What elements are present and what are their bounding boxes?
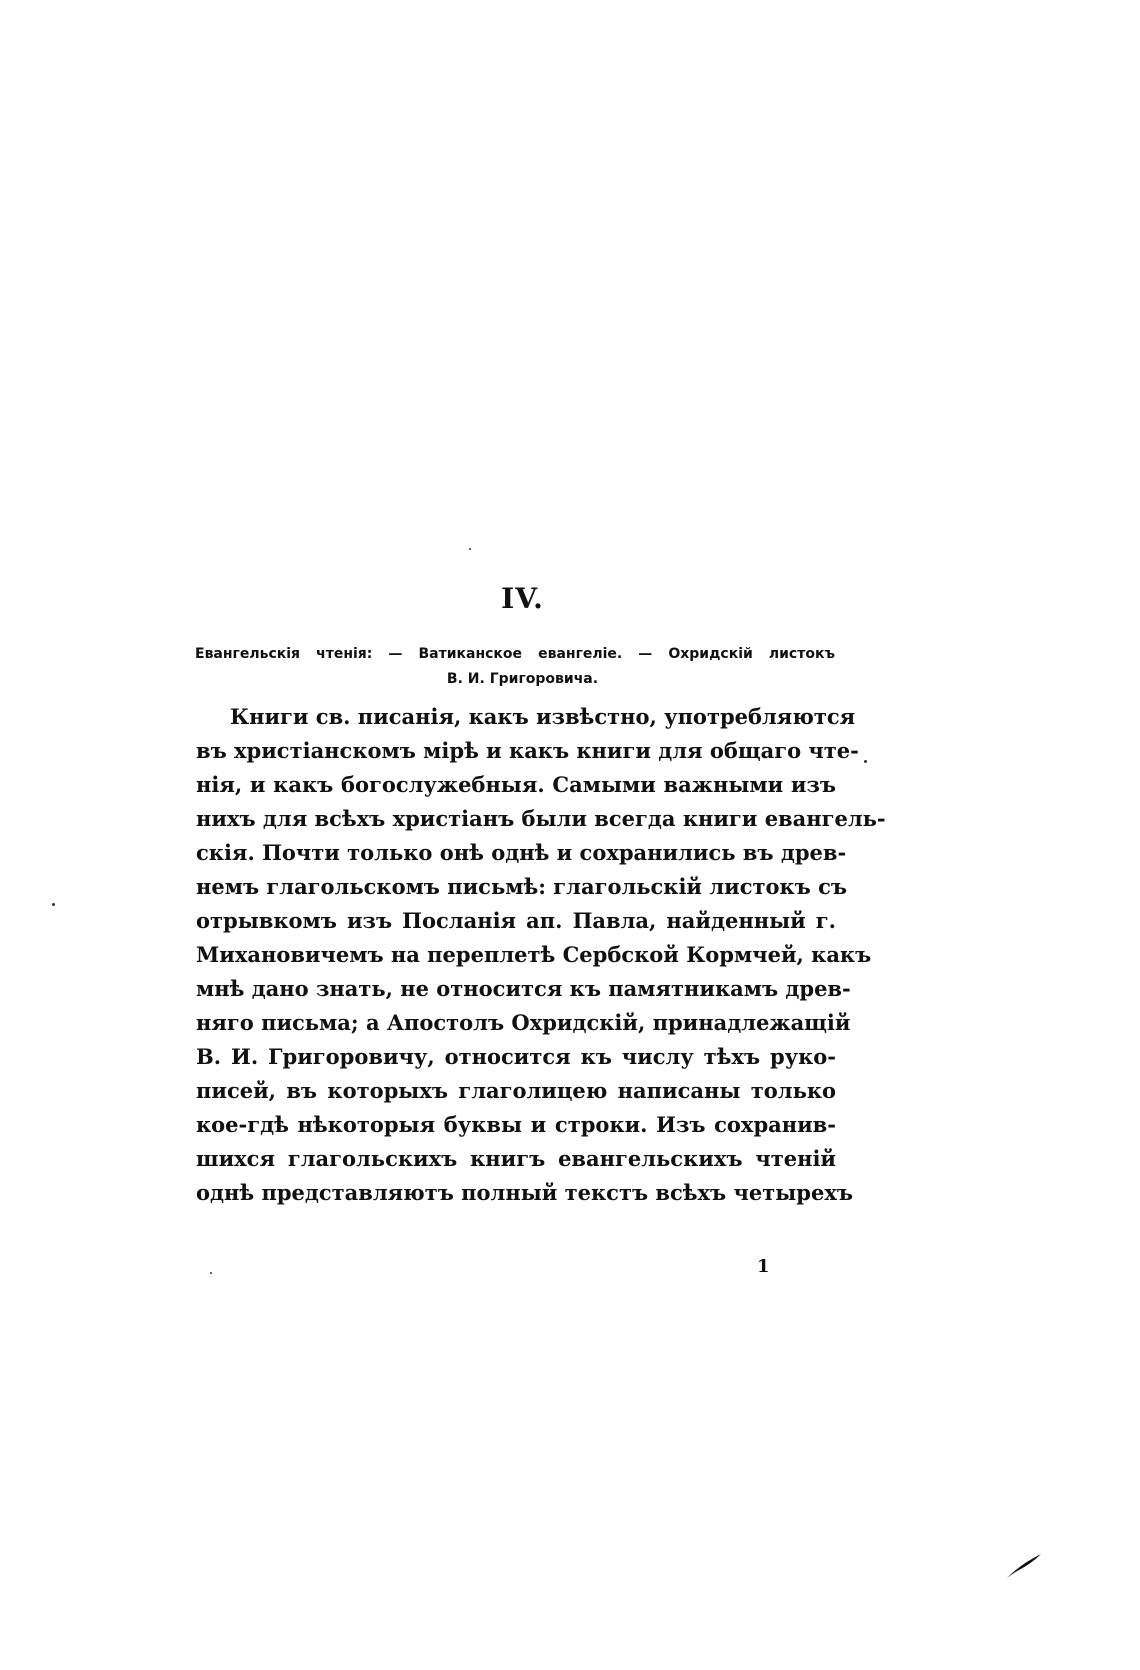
chapter-number: IV. <box>501 582 544 615</box>
ink-quill-mark <box>1005 1550 1045 1580</box>
scan-speck <box>52 903 55 906</box>
body-line: немъ глагольскомъ письмѣ: глагольскій листокъ съ <box>196 874 847 899</box>
scan-speck <box>864 760 867 763</box>
body-line: однѣ представляютъ полный текстъ всѣхъ четырехъ <box>196 1180 853 1205</box>
section-heading-line-2: В. И. Григоровича. <box>446 671 599 687</box>
section-heading-line-1: Евангельскія чтенія: — Ватиканское евангеліе. — Охридскій листокъ <box>195 646 835 662</box>
body-line: Михановичемъ на переплетѣ Сербской Кормчей, какъ <box>196 942 872 967</box>
body-line: отрывкомъ изъ Посланія ап. Павла, найденный г. <box>196 908 836 933</box>
body-line: нихъ для всѣхъ христіанъ были всегда книги евангель- <box>196 806 886 831</box>
body-line: Книги св. писанія, какъ извѣстно, употребляются <box>230 704 856 729</box>
body-line: кое-гдѣ нѣкоторыя буквы и строки. Изъ сохранив- <box>196 1112 836 1137</box>
signature-mark: 1 <box>757 1256 770 1277</box>
body-line: нія, и какъ богослужебныя. Самыми важными изъ <box>196 772 836 797</box>
body-line: няго письма; а Апостолъ Охридскій, принадлежащій <box>196 1010 851 1035</box>
body-line: шихся глагольскихъ книгъ евангельскихъ чтеній <box>196 1146 836 1171</box>
scan-speck <box>469 548 471 550</box>
scan-speck <box>210 1272 212 1274</box>
body-line: В. И. Григоровичу, относится къ числу тѣхъ руко- <box>196 1044 836 1069</box>
body-line: въ христіанскомъ мірѣ и какъ книги для общаго чте- <box>196 738 859 763</box>
body-line: писей, въ которыхъ глаголицею написаны только <box>196 1078 836 1103</box>
body-line: скія. Почти только онѣ однѣ и сохранились въ древ- <box>196 840 847 865</box>
body-line: мнѣ дано знать, не относится къ памятникамъ древ- <box>196 976 851 1001</box>
